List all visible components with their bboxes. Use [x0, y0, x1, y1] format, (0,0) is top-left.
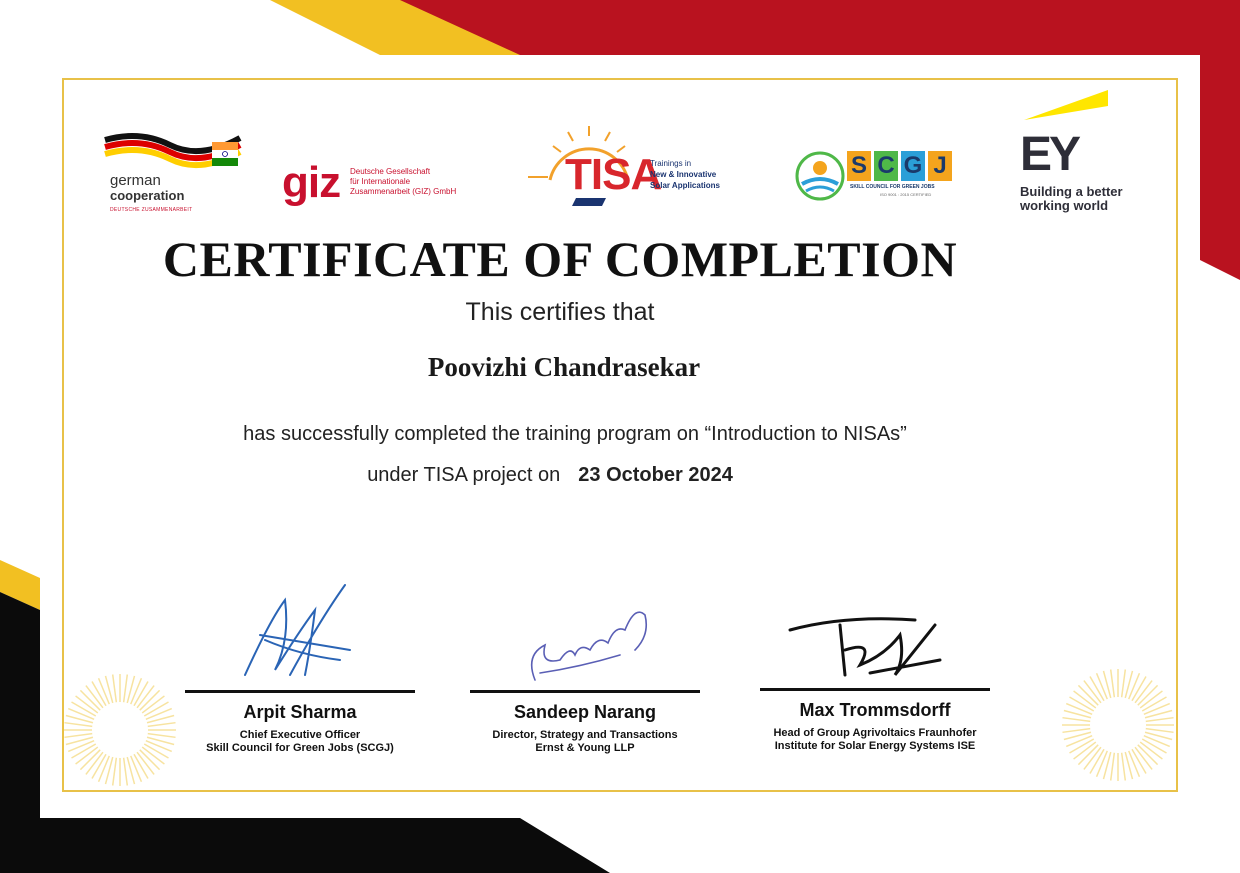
sun-ray [124, 758, 128, 786]
signatory-title-1: Chief Executive Officer [239, 729, 361, 741]
signatory-title-2: Ernst & Young LLP [535, 742, 635, 754]
certifies-text: This certifies that [465, 298, 655, 326]
gc-line-1: german [110, 172, 161, 189]
signatory-name: Arpit Sharma [243, 702, 357, 722]
giz-text-line: Deutsche Gesellschaft [350, 167, 431, 176]
gc-line-3: DEUTSCHE ZUSAMMENARBEIT [110, 207, 193, 213]
sun-ray [1111, 669, 1115, 697]
tisa-logo-text [650, 158, 720, 191]
ey-tagline-line: working world [1020, 198, 1109, 213]
signatory-title-2: Skill Council for Green Jobs (SCGJ) [206, 742, 394, 754]
sun-decoration-right [1058, 665, 1178, 785]
german-flag-swoosh-logo [100, 130, 245, 175]
sun-ray [1146, 718, 1174, 722]
signature-sandeep-narang [520, 595, 670, 690]
signatory-title-1: Head of Group Agrivoltaics Fraunhofer [773, 727, 977, 739]
giz-logo-text [350, 167, 456, 197]
sun-ray [148, 734, 176, 738]
scgj-logo-letters [847, 151, 952, 181]
signature-line [470, 690, 700, 693]
giz-logo-mark: giz [282, 158, 341, 207]
ey-beam-icon [1024, 88, 1110, 124]
scgj-emblem-icon [794, 150, 846, 202]
sun-ray [64, 723, 92, 727]
ey-tagline [1020, 185, 1123, 213]
tisa-text-line: Trainings in [650, 159, 692, 168]
signatory-title-2: Institute for Solar Energy Systems ISE [774, 740, 976, 752]
signature-line [185, 690, 415, 693]
giz-text-line: für Internationale [350, 177, 411, 186]
signatory-3 [760, 688, 990, 753]
tisa-text-line: Solar Applications [650, 181, 720, 190]
scgj-letter: C [874, 151, 898, 181]
signature-arpit-sharma [230, 580, 370, 690]
certificate-title: CERTIFICATE OF COMPLETION [162, 231, 958, 287]
completion-date: 23 October 2024 [578, 464, 733, 486]
sun-ray [1146, 729, 1174, 733]
giz-text-line: Zusammenarbeit (GIZ) GmbH [350, 187, 457, 196]
signatory-2 [470, 690, 700, 755]
sun-ray [1062, 718, 1090, 722]
project-prefix: under TISA project on [367, 464, 561, 486]
signatory-name: Sandeep Narang [513, 702, 657, 722]
signatory-1 [185, 690, 415, 755]
sun-ray [113, 758, 117, 786]
signatory-title-1: Director, Strategy and Transactions [492, 729, 678, 741]
sun-ray [148, 723, 176, 727]
scgj-letter: S [847, 151, 871, 181]
signature-max-trommsdorff [785, 605, 955, 690]
sun-ray [1111, 753, 1115, 781]
sun-decoration-left [60, 670, 180, 790]
scgj-letter: J [928, 151, 952, 181]
sun-ray [64, 734, 92, 738]
german-cooperation-text [110, 173, 192, 218]
recipient-name: Poovizhi Chandrasekar [427, 352, 701, 382]
sun-ray [113, 674, 117, 702]
sun-ray [1062, 729, 1090, 733]
gc-line-2: cooperation [110, 188, 185, 203]
sun-ray [1122, 753, 1126, 781]
sun-ray [1122, 669, 1126, 697]
ey-logo-mark: EY [1020, 128, 1079, 181]
ey-tagline-line: Building a better [1020, 184, 1123, 199]
tisa-text-line: New & Innovative [650, 170, 717, 179]
completion-statement: has successfully completed the training program on “Introduction to NISAs” [243, 423, 907, 445]
scgj-subtitle: SKILL COUNCIL FOR GREEN JOBS [850, 184, 935, 190]
project-date-line [200, 464, 900, 487]
signatory-name: Max Trommsdorff [799, 700, 951, 720]
tisa-logo-mark: TISA [565, 150, 662, 199]
scgj-certification: ISO 9001 : 2015 CERTIFIED [880, 192, 932, 197]
scgj-letter: G [901, 151, 925, 181]
sun-ray [124, 674, 128, 702]
signature-line [760, 688, 990, 691]
